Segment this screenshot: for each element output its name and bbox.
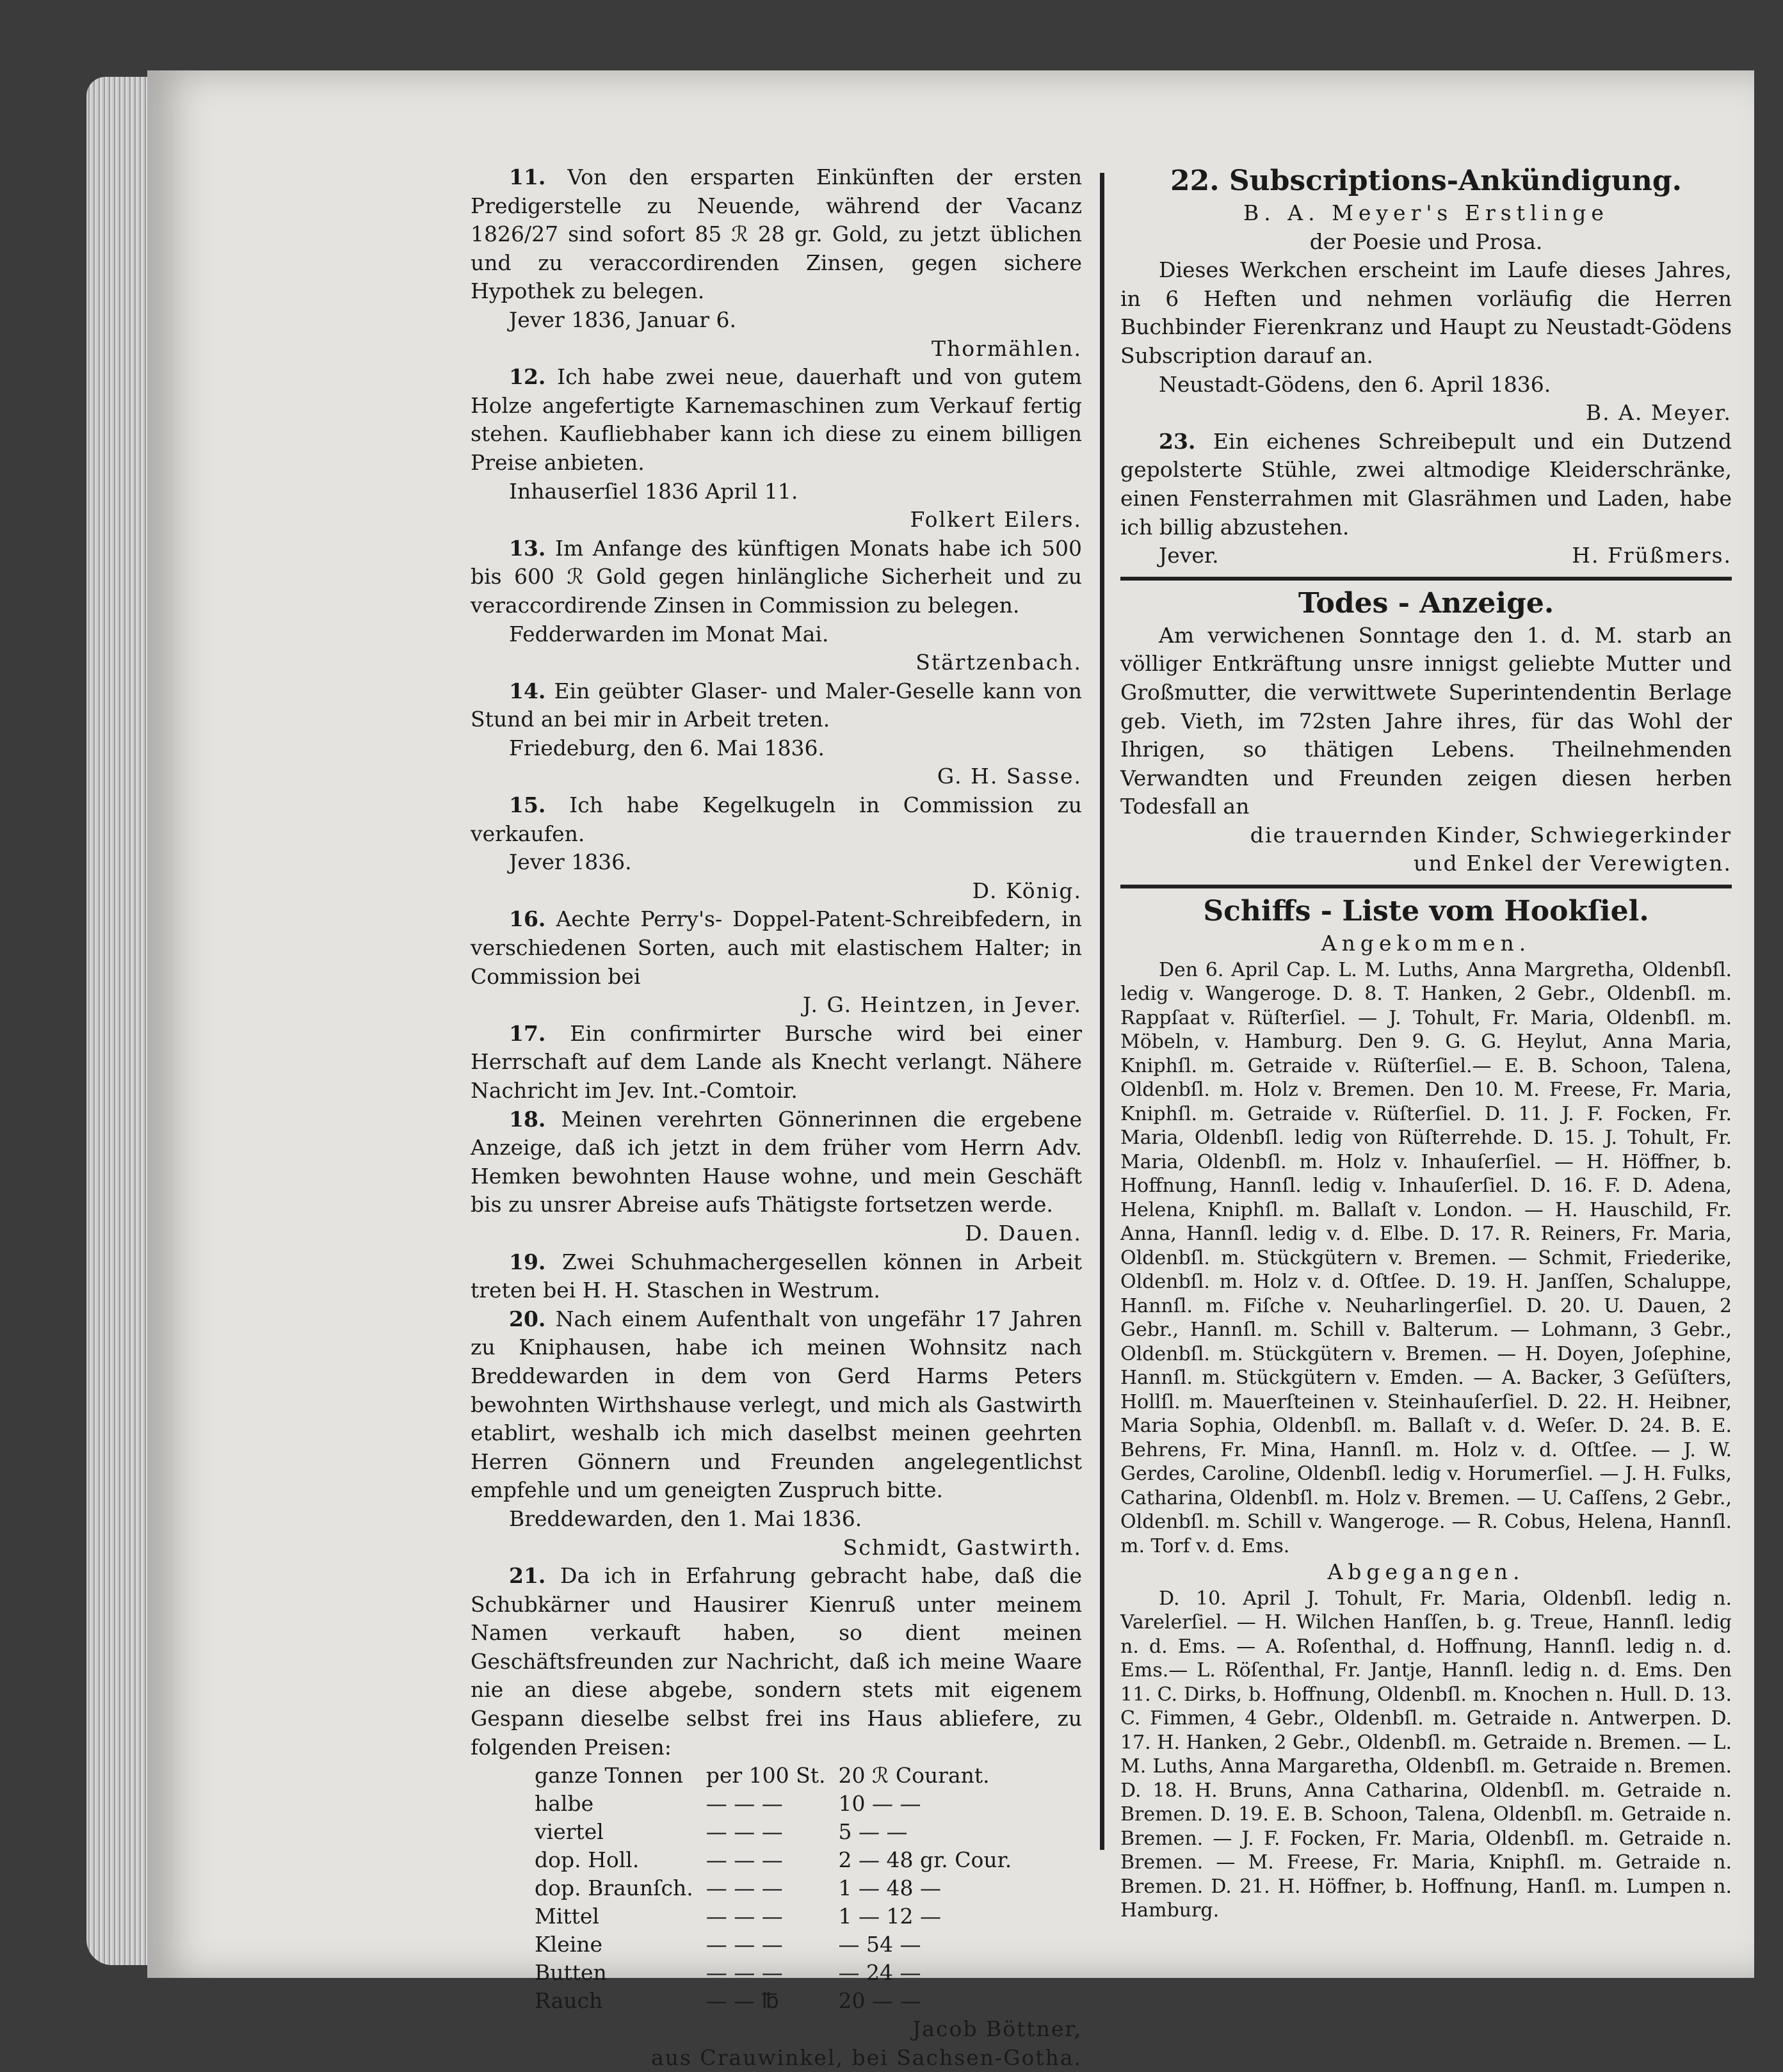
death-notice-text: Am verwichenen Sonntage den 1. d. M. starb an völliger Entkräftung unsre innigst geliebte Mutter und Großmutter, die verwittwete Superintendentin Berlage geb. Vieth, im 72sten Jahre ihres, für das Wohl der Ihrigen, so thätigen Lebens. Theilnehmenden Verwandten und Freunden zeigen diesen herben Todesfall an — [1120, 622, 1732, 819]
ad-signature: D. Dauen. — [965, 1220, 1082, 1246]
ad-location-date: Breddewarden, den 1. Mai 1836. — [509, 1506, 862, 1531]
subscription-subtitle: B. A. Meyer's Erstlinge — [1243, 200, 1609, 225]
ad-text: Ein confirmirter Bursche wird bei einer Herrschaft auf dem Lande als Knecht verlangt. Nähere Nachricht im Jev. Int.-Comtoir. — [471, 1020, 1083, 1103]
price-item: dop. Holl. — [535, 1847, 640, 1873]
ad-location-date: Fedderwarden im Monat Mai. — [509, 621, 829, 646]
ad-number: 18. — [509, 1106, 546, 1132]
death-notice-signature: und Enkel der Verewigten. — [1413, 851, 1732, 876]
price-table — [528, 1762, 1018, 2015]
death-notice-signature: die trauernden Kinder, Schwiegerkinder — [1250, 822, 1732, 847]
section-rule — [1120, 577, 1732, 581]
book-page-edges — [86, 77, 157, 1965]
ad-signature: Thormählen. — [932, 335, 1082, 361]
price-row — [528, 1902, 1018, 1931]
ad-number: 14. — [509, 678, 546, 703]
price-row — [528, 1762, 1018, 1790]
price-row — [528, 1959, 1018, 1987]
ad-number: 21. — [509, 1563, 546, 1589]
ad-signature: Folkert Eilers. — [910, 507, 1082, 533]
ad-15 — [471, 791, 1082, 848]
ad-signature-location: aus Crauwinkel, bei Sachsen-Gotha. — [651, 2044, 1082, 2070]
price-row — [528, 1818, 1018, 1846]
ad-23-footer — [1120, 542, 1732, 570]
ad-number: 17. — [509, 1020, 546, 1046]
price-row — [528, 1790, 1018, 1818]
ad-location-date: Friedeburg, den 6. Mai 1836. — [509, 735, 825, 760]
price-value: 10 — — — [838, 1791, 921, 1817]
ad-text: Ein geübter Glaser- und Maler-Geselle kann von Stund an bei mir in Arbeit treten. — [471, 678, 1082, 732]
price-value: 1 — 12 — — [838, 1904, 941, 1929]
ad-number: 19. — [509, 1249, 546, 1274]
price-unit: — — — — [706, 1932, 783, 1957]
section-rule — [1120, 885, 1732, 888]
ad-text: Zwei Schuhmachergesellen können in Arbeit treten bei H. H. Staschen in Westrum. — [471, 1249, 1082, 1303]
ad-number: 20. — [509, 1306, 546, 1331]
ad-number: 23. — [1159, 428, 1196, 454]
price-item: dop. Braunſch. — [535, 1875, 693, 1901]
arrived-ships-text: Den 6. April Cap. L. M. Luths, Anna Margretha, Oldenbſl. ledig v. Wangeroge. D. 8. T. Hanken, 2 Gebr., Oldenbſl. m. Rappſaat v. Rüſterſiel. — J. Tohult, Fr. Maria, Oldenbſl. m. Möbeln, v. Hamburg. Den 9. G. G. Heylut, Anna Maria, Kniphſl. m. Getraide v. Rüſterſiel.— E. B. Schoon, Talena, Oldenbſl. m. Holz v. Bremen. Den 10. M. Freese, Fr. Maria, Kniphſl. m. Getraide v. Rüſterſiel. D. 11. J. F. Focken, Fr. Maria, Oldenbſl. ledig von Rüſterrehde. D. 15. J. Tohult, Fr. Maria, Oldenbſl. m. Holz v. Inhauſerſiel. — H. Höffner, b. Hoffnung, Hannſl. ledig v. Inhauſerſiel. D. 16. F. D. Adena, Helena, Kniphſl. m. Ballaſt v. London. — H. Hauschild, Fr. Anna, Hannſl. ledig v. d. Elbe. D. 17. R. Reiners, Fr. Maria, Oldenbſl. m. Stückgütern v. Bremen. — Schmit, Friederike, Oldenbſl. m. Holz v. d. Oſtſee. D. 19. H. Janſſen, Schaluppe, Hannſl. m. Fiſche v. Neuharlingerſiel. D. 20. U. Dauen, 2 Gebr., Hannſl. m. Schill v. Balterum. — Lohmann, 3 Gebr., Oldenbſl. m. Stückgütern v. Bremen. — H. Doyen, Joſephine, Hannſl. m. Stückgütern v. Emden. — A. Backer, 3 Geſüſters, Hollſl. m. Mauerſteinen v. Steinhauſerſiel. D. 22. H. Heibner, Maria Sophia, Oldenbſl. m. Ballaſt v. d. Weſer. D. 24. B. E. Behrens, Fr. Mina, Hannſl. m. Holz v. d. Oſtſee. — J. W. Gerdes, Caroline, Oldenbſl. ledig v. Horumerſiel. — J. H. Fulks, Catharina, Oldenbſl. m. Holz v. Bremen. — U. Caſſens, 2 Gebr., Oldenbſl. m. Schill v. Wangeroge. — R. Cobus, Helena, Hannſl. m. Torf v. d. Ems. — [1120, 958, 1732, 1557]
ad-14 — [471, 677, 1082, 734]
ad-location-date: Jever 1836, Januar 6. — [509, 307, 736, 332]
ad-location-date: Inhauserſiel 1836 April 11. — [509, 478, 798, 504]
price-unit: — — — — [706, 1819, 783, 1845]
ad-text: Von den ersparten Einkünften der ersten Predigerstelle zu Neuende, während der Vacanz 1826/27 sind sofort 85 ℛ 28 gr. Gold, zu jetzt üblichen und zu veraccordirenden Zinsen, gegen sichere Hypothek zu belegen. — [471, 165, 1082, 304]
ad-location-date: Jever. — [1159, 543, 1219, 568]
price-item: Kleine — [535, 1932, 603, 1957]
price-value: 20 — — — [838, 1988, 921, 2014]
ad-signature: J. G. Heintzen, in Jever. — [802, 992, 1082, 1018]
price-item: viertel — [535, 1819, 604, 1845]
ad-text: Im Anfange des künftigen Monats habe ich 500 bis 600 ℛ Gold gegen hinlängliche Sicherheit und zu veraccordirende Zinsen in Commission zu belegen. — [471, 535, 1082, 618]
price-unit: — — — — [706, 1960, 783, 1986]
ad-18 — [471, 1105, 1082, 1219]
arrived-label: Angekommen. — [1321, 931, 1531, 956]
ad-signature: Jacob Böttner, — [912, 2016, 1082, 2042]
ad-text: Da ich in Erfahrung gebracht habe, daß die Schubkärner und Hausirer Kienruß unter meinem Namen verkauft haben, so dient meinen Geschäftsfreunden zur Nachricht, daß ich meine Waare nie an diese abgebe, sondern stets mit eigenem Gespann dieselbe selbst frei ins Haus abliefere, zu folgenden Preisen: — [471, 1563, 1082, 1760]
departed-label: Abgegangen. — [1327, 1559, 1525, 1585]
ad-text: Nach einem Aufenthalt von ungefähr 17 Jahren zu Kniphausen, habe ich meinen Wohnsitz nach Breddewarden in dem von Gerd Harms Peters bewohnten Wirthshause verlegt, und mich als Gastwirth etablirt, weshalb ich mich daselbst meinen geehrten Herren Gönnern und Freunden angelegentlichst empfehle und um geneigten Zuspruch bitte. — [471, 1306, 1082, 1503]
ad-number: 12. — [509, 364, 546, 390]
price-row — [528, 1987, 1018, 2015]
ad-signature: Stärtzenbach. — [916, 650, 1082, 675]
ad-signature: D. König. — [972, 878, 1082, 903]
ad-text: Aechte Perry's- Doppel-Patent-Schreibfedern, in verschiedenen Sorten, auch mit elastischem Halter; in Commission bei — [471, 906, 1082, 989]
ship-list-heading: Schiffs - Liste vom Hookſiel. — [1203, 895, 1649, 928]
price-unit: — — — — [706, 1904, 783, 1929]
ad-23 — [1120, 428, 1732, 542]
ad-16 — [471, 905, 1082, 991]
price-row — [528, 1931, 1018, 1959]
death-notice-heading: Todes - Anzeige. — [1298, 586, 1554, 620]
ad-location-date: Neustadt-Gödens, den 6. April 1836. — [1159, 371, 1551, 397]
price-unit: per 100 St. — [706, 1763, 826, 1788]
subscription-subtitle: der Poesie und Prosa. — [1309, 229, 1543, 254]
subscription-heading: 22. Subscriptions-Ankündigung. — [1170, 165, 1682, 197]
price-item: ganze Tonnen — [535, 1763, 684, 1788]
ad-signature: B. A. Meyer. — [1585, 400, 1732, 426]
ad-text: Ich habe Kegelkugeln in Commission zu verkaufen. — [471, 792, 1082, 846]
ad-signature: H. Früßmers. — [1572, 543, 1732, 568]
ad-signature: Schmidt, Gastwirth. — [843, 1534, 1082, 1560]
price-value: — 24 — — [838, 1960, 921, 1986]
price-item: Butten — [535, 1960, 607, 1986]
price-unit: — — — — [706, 1875, 783, 1901]
ad-text: Ein eichenes Schreibepult und ein Dutzend gepolsterte Stühle, zwei altmodige Kleiderschränke, einen Fensterrahmen mit Glasrähmen und Laden, habe ich billig abzustehen. — [1120, 428, 1732, 540]
left-column — [471, 163, 1082, 2072]
price-value: 20 ℛ Courant. — [838, 1763, 990, 1788]
column-divider — [1100, 173, 1104, 1850]
ad-text: Dieses Werkchen erscheint im Laufe dieses Jahres, in 6 Heften und nehmen vorläufig die Herren Buchbinder Fierenkranz und Haupt zu Neustadt-Gödens Subscription darauf an. — [1120, 257, 1732, 368]
ad-13 — [471, 534, 1082, 620]
ad-text: Ich habe zwei neue, dauerhaft und von gutem Holze angefertigte Karnemaschinen zum Verkauf fertig stehen. Kaufliebhaber kann ich diese zu einem billigen Preise anbieten. — [471, 364, 1082, 475]
ad-number: 15. — [509, 792, 546, 818]
ad-12 — [471, 363, 1082, 477]
right-column — [1120, 163, 1732, 1923]
price-item: Rauch — [535, 1988, 603, 2014]
price-item: halbe — [535, 1791, 594, 1817]
ad-20 — [471, 1305, 1082, 1505]
price-value: 5 — — — [838, 1819, 908, 1845]
price-value: 1 — 48 — — [838, 1875, 941, 1901]
ad-number: 11. — [509, 165, 546, 189]
price-unit: — — ℔ — [706, 1988, 779, 2014]
ad-number: 13. — [509, 535, 546, 561]
price-row — [528, 1846, 1018, 1874]
ad-location-date: Jever 1836. — [509, 849, 632, 875]
ad-21 — [471, 1562, 1082, 1762]
departed-ships-text: D. 10. April J. Tohult, Fr. Maria, Oldenbſl. ledig n. Varelerſiel. — H. Wilchen Hanſſen, b. g. Treue, Hannſl. ledig n. d. Ems. — A. Roſenthal, d. Hoffnung, Hannſl. ledig n. d. Ems.— L. Röſenthal, Fr. Jantje, Hannſl. ledig n. d. Ems. Den 11. C. Dirks, b. Hoffnung, Oldenbſl. m. Knochen n. Hull. D. 13. C. Fimmen, 4 Gebr., Oldenbſl. m. Getraide n. Antwerpen. D. 17. H. Hanken, 2 Gebr., Oldenbſl. m. Getraide n. Bremen. — L. M. Luths, Anna Margaretha, Oldenbſl. m. Getraide n. Bremen. D. 18. H. Bruns, Anna Catharina, Oldenbſl. m. Getraide n. Bremen. D. 19. E. B. Schoon, Talena, Oldenbſl. m. Getraide n. Bremen. — J. F. Focken, Fr. Maria, Oldenbſl. m. Getraide n. Bremen. — M. Freese, Fr. Maria, Kniphſl. m. Getraide n. Bremen. D. 21. H. Höffner, b. Hoffnung, Hanſl. m. Lumpen n. Hamburg. — [1120, 1587, 1732, 1922]
price-unit: — — — — [706, 1791, 783, 1817]
ad-17 — [471, 1020, 1082, 1105]
ad-text: Meinen verehrten Gönnerinnen die ergebene Anzeige, daß ich jetzt in dem früher vom Herrn Adv. Hemken bewohnten Hause wohne, und mein Geschäft bis zu unsrer Abreise aufs Thätigste fortsetzen werde. — [471, 1106, 1082, 1217]
ad-11 — [471, 163, 1082, 306]
ad-19 — [471, 1248, 1082, 1305]
ad-number: 16. — [509, 906, 546, 932]
price-value: 2 — 48 gr. Cour. — [838, 1847, 1012, 1873]
ad-signature: G. H. Sasse. — [937, 764, 1082, 789]
price-row — [528, 1874, 1018, 1902]
price-value: — 54 — — [838, 1932, 921, 1957]
price-unit: — — — — [706, 1847, 783, 1873]
price-item: Mittel — [535, 1904, 599, 1929]
